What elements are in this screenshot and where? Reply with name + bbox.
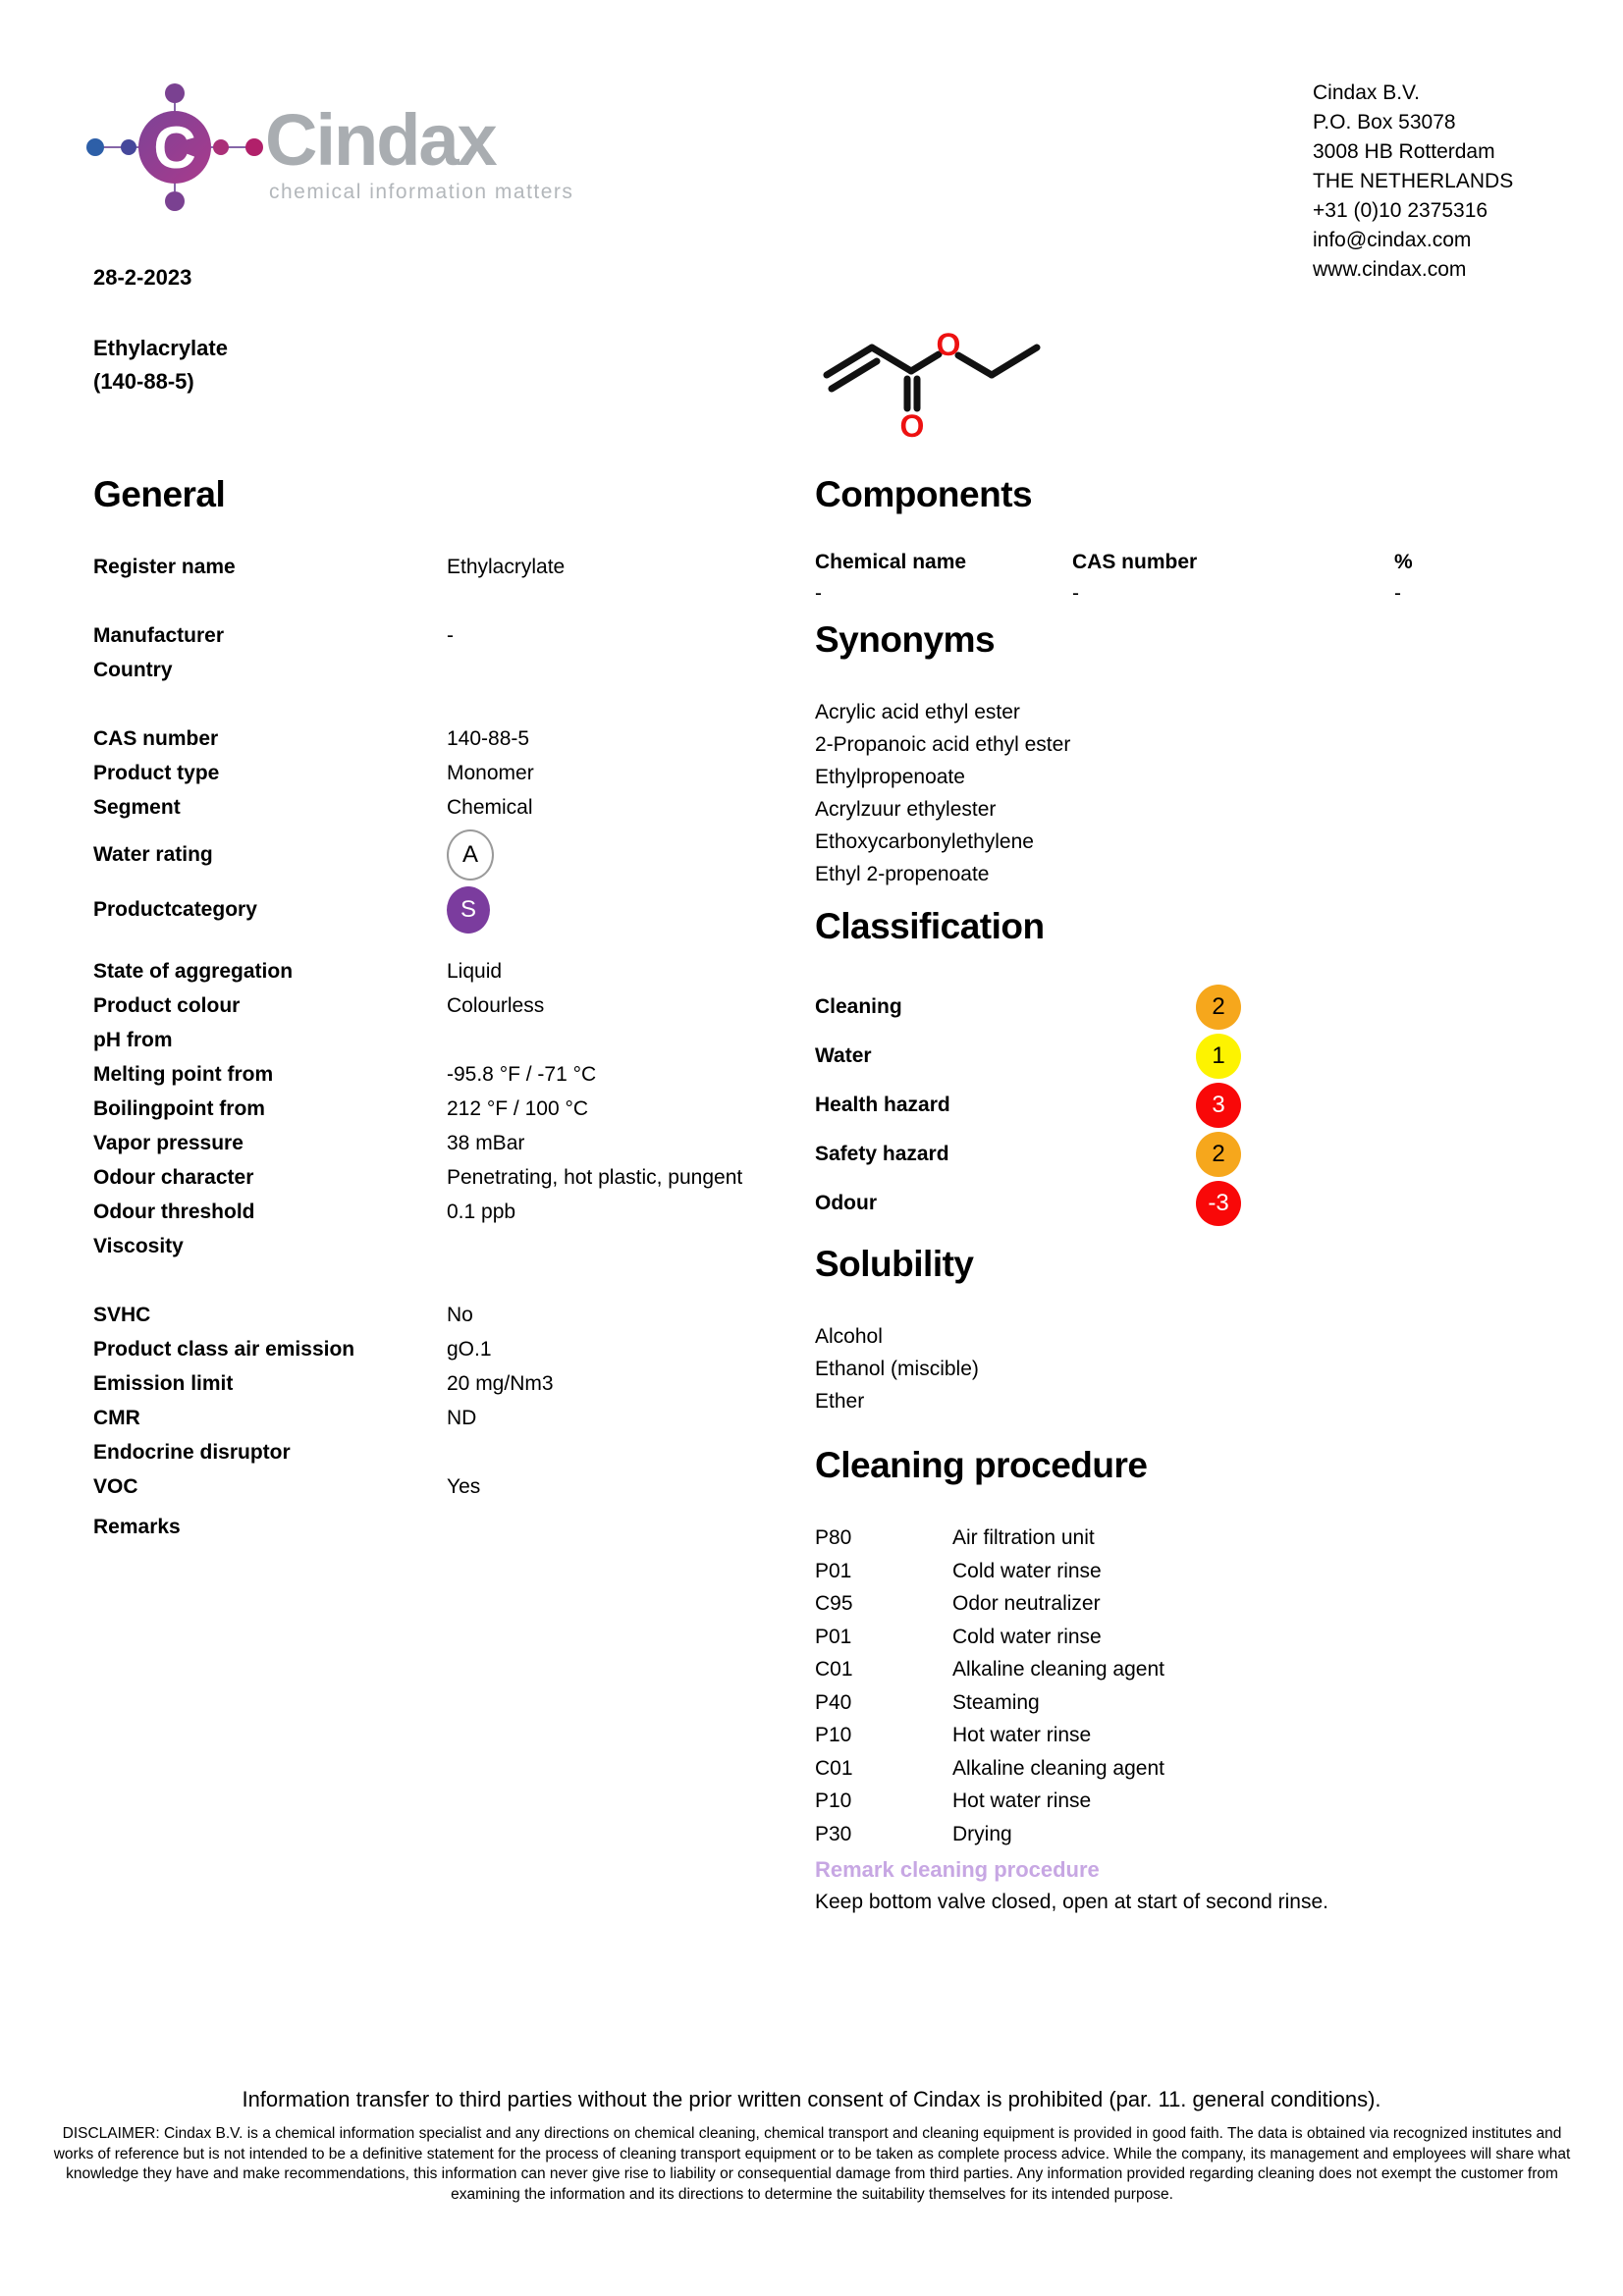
synonym-item: 2-Propanoic acid ethyl ester: [815, 733, 1071, 756]
footer-notice: Information transfer to third parties without the prior written consent of Cindax is prohibited (par. 11. general conditions).: [242, 2087, 1381, 2111]
cleaning-step: P01 Cold water rinse: [815, 1625, 1102, 1648]
classification-heading: Classification: [815, 906, 1045, 946]
field-row-country: Country: [93, 659, 173, 681]
field-row-register-name: Register name Ethylacrylate: [93, 556, 566, 578]
product-name: Ethylacrylate: [93, 336, 228, 360]
water-rating-badge: A: [447, 829, 494, 881]
general-heading: General: [93, 474, 226, 514]
field-row-manufacturer: Manufacturer -: [93, 624, 454, 647]
field-row-product-colour: Product colour Colourless: [93, 994, 545, 1017]
general-section: [93, 474, 781, 1547]
components-cell-chemical-name: -: [815, 582, 822, 605]
field-row-endocrine-disruptor: Endocrine disruptor: [93, 1441, 291, 1464]
synonym-item: Acrylic acid ethyl ester: [815, 701, 1020, 723]
company-email: info@cindax.com: [1313, 229, 1472, 251]
cleaning-procedure-heading: Cleaning procedure: [815, 1445, 1148, 1485]
remark-cleaning-procedure-text: Keep bottom valve closed, open at start of second rinse.: [815, 1891, 1328, 1913]
logo-dot-bottom: [165, 191, 185, 211]
components-heading: Components: [815, 474, 1033, 514]
company-address-block: [1313, 79, 1513, 285]
classification-score-badge: 3: [1196, 1083, 1241, 1128]
company-pobox: P.O. Box 53078: [1313, 111, 1456, 133]
classification-score-badge: 2: [1196, 1132, 1241, 1177]
atom-oxygen-carbonyl: O: [899, 408, 925, 442]
field-row-odour-threshold: Odour threshold 0.1 ppb: [93, 1201, 516, 1223]
solubility-item: Ether: [815, 1390, 865, 1413]
cleaning-step: P01 Cold water rinse: [815, 1559, 1102, 1582]
classification-score-badge: -3: [1196, 1181, 1241, 1226]
company-name: Cindax B.V.: [1313, 81, 1420, 104]
cleaning-step: P10 Hot water rinse: [815, 1724, 1092, 1746]
atom-oxygen-ester: O: [936, 327, 961, 362]
solubility-item: Ethanol (miscible): [815, 1358, 979, 1380]
logo-dot-left-near: [121, 139, 136, 155]
synonyms-heading: Synonyms: [815, 619, 996, 660]
field-row-air-emission-class: Product class air emission gO.1: [93, 1338, 492, 1361]
field-row-odour-character: Odour character Penetrating, hot plastic, pungent: [93, 1166, 743, 1189]
classification-row-water: Water 1: [815, 1032, 1591, 1081]
document-date: 28-2-2023: [93, 265, 192, 290]
field-row-melting-point: Melting point from -95.8 °F / -71 °C: [93, 1063, 597, 1086]
synonym-item: Acrylzuur ethylester: [815, 798, 997, 821]
classification-score-badge: 1: [1196, 1034, 1241, 1079]
components-header-row: [815, 551, 1591, 574]
logo-dot-top: [165, 83, 185, 103]
cleaning-step: P80 Air filtration unit: [815, 1526, 1095, 1549]
solubility-heading: Solubility: [815, 1244, 974, 1284]
product-category-badge: S: [447, 886, 490, 934]
field-row-emission-limit: Emission limit 20 mg/Nm3: [93, 1372, 554, 1395]
synonym-item: Ethyl 2-propenoate: [815, 863, 990, 885]
components-header-percent: %: [1394, 551, 1413, 573]
field-row-ph-from: pH from: [93, 1029, 173, 1051]
remark-cleaning-procedure-title: Remark cleaning procedure: [815, 1857, 1100, 1882]
components-header-chemical-name: Chemical name: [815, 551, 967, 573]
classification-row-odour: Odour -3: [815, 1179, 1591, 1228]
field-row-cmr: CMR ND: [93, 1407, 477, 1429]
cleaning-step: C95 Odor neutralizer: [815, 1592, 1101, 1615]
footer-disclaimer: DISCLAIMER: Cindax B.V. is a chemical information specialist and any directions on chemical cleaning, chemical transport and cleaning equipment is provided in good faith. The data is obtained via recognized institutes and works of reference but is not intended to be a definitive statement for the process of cleaning transport equipment or to be taken as complete process advice. While the company, its management and employees will share what knowledge they have and make recommendations, this information can never give rise to liability or consequential damage from third parties. Any information provided regarding cleaning does not exempt the customer from examining the information and its directions to determine the suitability themselves for its intended purpose.: [53, 2125, 1571, 2203]
field-row-viscosity: Viscosity: [93, 1235, 184, 1257]
field-row-product-category: Productcategory S: [93, 882, 781, 937]
company-website: www.cindax.com: [1313, 258, 1467, 281]
field-row-vapor-pressure: Vapor pressure 38 mBar: [93, 1132, 525, 1154]
cindax-logo-icon: [81, 81, 268, 214]
field-row-voc: VOC Yes: [93, 1475, 481, 1498]
classification-row-safety-hazard: Safety hazard 2: [815, 1130, 1591, 1179]
classification-score-badge: 2: [1196, 985, 1241, 1030]
cleaning-step: C01 Alkaline cleaning agent: [815, 1756, 1164, 1780]
field-row-svhc: SVHC No: [93, 1304, 473, 1326]
field-row-remarks: Remarks: [93, 1516, 181, 1538]
cleaning-step: P40 Steaming: [815, 1690, 1040, 1714]
company-country: THE NETHERLANDS: [1313, 170, 1514, 192]
classification-row-health-hazard: Health hazard 3: [815, 1081, 1591, 1130]
logo-tagline: chemical information matters: [269, 181, 574, 203]
field-row-water-rating: Water rating A: [93, 828, 781, 882]
field-row-segment: Segment Chemical: [93, 796, 533, 819]
cleaning-step: P30 Drying: [815, 1822, 1012, 1845]
components-cell-percent: -: [1394, 582, 1401, 605]
components-cell-cas-number: -: [1072, 582, 1079, 605]
right-column: [815, 474, 1591, 1918]
logo-dot-right-far: [245, 138, 263, 156]
components-header-cas-number: CAS number: [1072, 551, 1198, 573]
company-city: 3008 HB Rotterdam: [1313, 140, 1495, 163]
product-cas: (140-88-5): [93, 369, 194, 394]
logo-dot-right-near: [213, 139, 229, 155]
logo-dot-left-far: [86, 138, 104, 156]
chemical-structure-image: [823, 324, 1068, 442]
components-row: [815, 582, 1591, 606]
field-row-cas-number: CAS number 140-88-5: [93, 727, 530, 750]
field-row-boiling-point: Boilingpoint from 212 °F / 100 °C: [93, 1097, 589, 1120]
solubility-item: Alcohol: [815, 1325, 883, 1348]
company-phone: +31 (0)10 2375316: [1313, 199, 1488, 222]
field-row-product-type: Product type Monomer: [93, 762, 534, 784]
synonym-item: Ethoxycarbonylethylene: [815, 830, 1034, 853]
svg-text:C: C: [153, 115, 196, 181]
logo-wordmark: Cindax: [265, 99, 496, 181]
cleaning-step: P10 Hot water rinse: [815, 1789, 1092, 1812]
product-title: [93, 332, 228, 399]
field-row-state-of-aggregation: State of aggregation Liquid: [93, 960, 503, 983]
cleaning-step: C01 Alkaline cleaning agent: [815, 1658, 1164, 1681]
classification-row-cleaning: Cleaning 2: [815, 983, 1591, 1032]
synonym-item: Ethylpropenoate: [815, 766, 965, 788]
